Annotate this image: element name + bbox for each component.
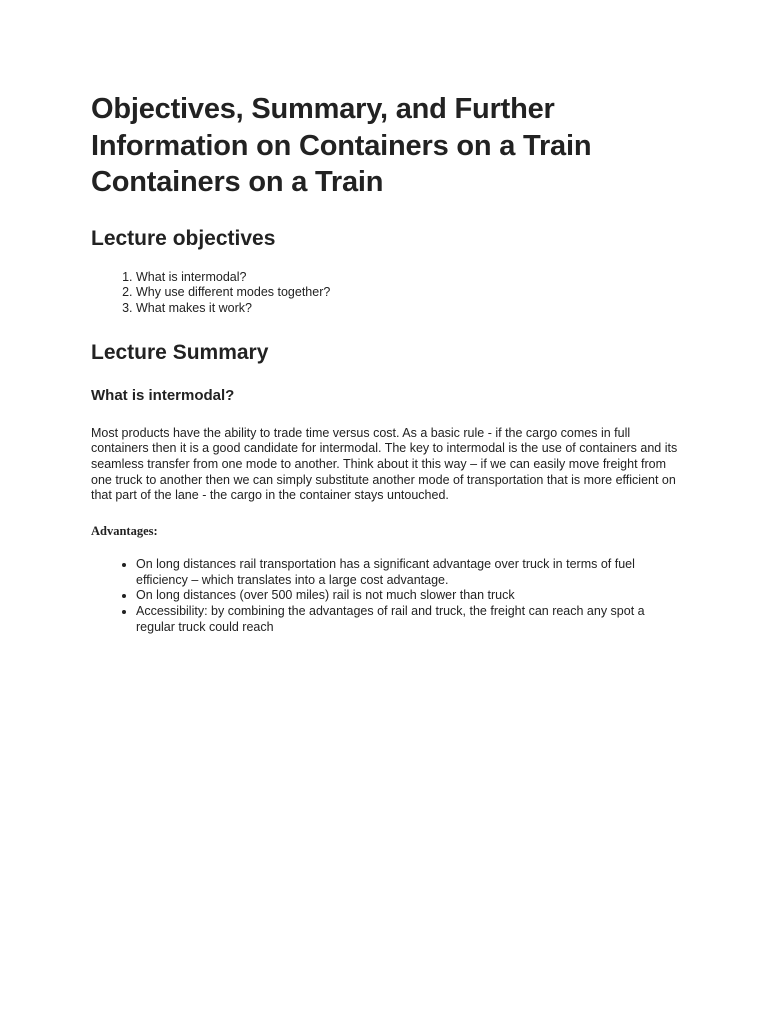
intermodal-paragraph: Most products have the ability to trade time versus cost. As a basic rule - if the cargo comes in full containers then it is a good candidate for intermodal. The key to intermodal is the use of containers and its seamless transfer from one mode to another. Think about it this way – if we can easily move freight from one truck to another then we can simply substitute another mode of transportation that is more efficient on that part of the lane - the cargo in the container stays untouched. — [91, 425, 678, 503]
page-title-line: Objectives, Summary, and Further — [91, 93, 555, 125]
list-item: • Accessibility: by combining the advantages of rail and truck, the freight can reach any spot a regular truck could reach — [136, 604, 681, 636]
document-page — [91, 91, 691, 636]
list-item: • On long distances rail transportation has a significant advantage over truck in terms of fuel efficiency – which translates into a large cost advantage. — [136, 557, 681, 589]
list-item: 3. What makes it work? — [136, 301, 691, 317]
list-item: 1. What is intermodal? — [136, 270, 691, 286]
list-item: 2. Why use different modes together? — [136, 285, 691, 301]
advantages-label: Advantages: — [91, 523, 158, 538]
page-title-line: Containers on a Train — [91, 166, 384, 198]
list-item: • On long distances (over 500 miles) rail is not much slower than truck — [136, 588, 681, 604]
page-title-line: Information on Containers on a Train — [91, 129, 592, 162]
advantages-list — [91, 557, 681, 636]
objectives-list — [91, 270, 691, 317]
intermodal-subheading: What is intermodal? — [91, 386, 235, 404]
objectives-heading: Lecture objectives — [91, 226, 276, 250]
page-title — [91, 91, 691, 201]
summary-heading: Lecture Summary — [91, 340, 269, 364]
